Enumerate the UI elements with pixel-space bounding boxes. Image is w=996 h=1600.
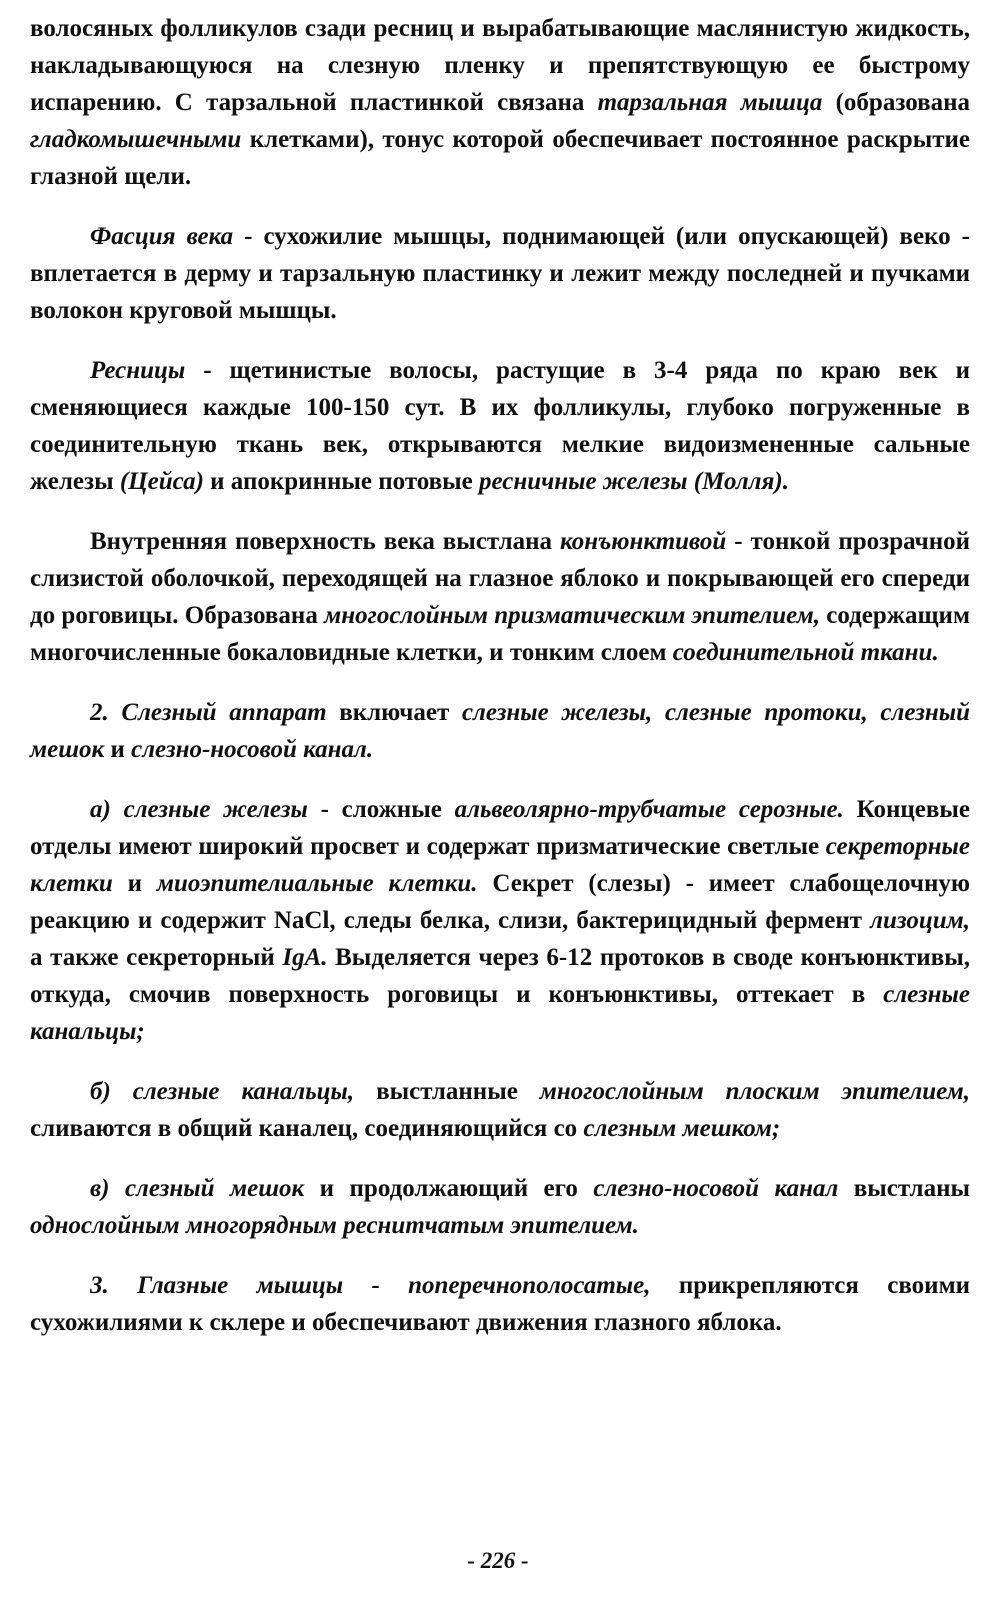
- paragraph: [30, 1170, 970, 1244]
- text-run: и: [104, 736, 132, 763]
- paragraph: [30, 1073, 970, 1147]
- text-run: - тонкой прозрачной слизистой оболочкой, переходящей на глазное яблоко и покрывающей его спереди до роговицы. Образована: [30, 528, 971, 629]
- italic-text-run: многослойным призматическим эпителием,: [324, 602, 821, 629]
- text-run: Внутренняя поверхность века выстлана: [90, 528, 560, 555]
- text-run: и: [112, 870, 157, 897]
- text-run: Концевые отделы имеют широкий просвет и содержат призматические светлые: [30, 796, 970, 860]
- italic-text-run: тарзальная мышца: [597, 89, 823, 116]
- paragraph: [30, 791, 970, 1050]
- italic-text-run: слезные железы, слезные протоки, слезный мешок: [30, 699, 970, 763]
- italic-text-run: слезно-носовой канал: [593, 1175, 839, 1202]
- italic-text-run: IgA.: [282, 944, 328, 971]
- paragraph: [30, 10, 970, 195]
- italic-text-run: слезно-носовой канал.: [131, 736, 374, 763]
- italic-text-run: а) слезные железы: [90, 796, 308, 823]
- italic-text-run: соединительной ткани.: [672, 639, 939, 666]
- page-number: - 226 -: [467, 1548, 529, 1573]
- italic-text-run: 3. Глазные мышцы - поперечнополосатые,: [90, 1272, 651, 1299]
- text-run: (образована: [822, 89, 971, 116]
- text-run: прикрепляются своими сухожилиями к склере и обеспечивают движения глазного яблока.: [30, 1272, 970, 1336]
- italic-text-run: миоэпителиальные клетки.: [156, 870, 478, 897]
- text-run: волосяных фолликулов сзади ресниц и вырабатывающие маслянистую жидкость, накладывающуюся на слезную пленку и препятствующую ее быстрому испарению. С тарзальной пластинкой связана: [30, 15, 970, 116]
- italic-text-run: многослойным плоским эпителием,: [539, 1078, 970, 1105]
- italic-text-run: Фасция века: [90, 223, 234, 250]
- italic-text-run: однослойным многорядным реснитчатым эпителием.: [30, 1212, 639, 1239]
- text-run: - сложные: [307, 796, 455, 823]
- italic-text-run: ресничные железы (Молля).: [479, 468, 789, 495]
- text-run: клетками), тонус которой обеспечивает постоянное раскрытие глазной щели.: [30, 126, 970, 190]
- text-run: включает: [326, 699, 462, 726]
- text-run: Выделяется через 6-12 протоков в своде конъюнктивы, откуда, смочив поверхность роговицы и конъюнктивы, оттекает в: [30, 944, 970, 1008]
- page-body-text: [30, 10, 970, 1364]
- text-run: сливаются в общий каналец, соединяющийся со: [30, 1115, 584, 1142]
- italic-text-run: лизоцим,: [870, 907, 970, 934]
- paragraph: [30, 352, 970, 500]
- italic-text-run: гладкомышечными: [30, 126, 242, 153]
- text-run: а также секреторный: [30, 944, 283, 971]
- italic-text-run: конъюнктивой: [559, 528, 727, 555]
- italic-text-run: (Цейса): [119, 468, 204, 495]
- paragraph: [30, 218, 970, 329]
- italic-text-run: слезным мешком;: [583, 1115, 781, 1142]
- italic-text-run: в) слезный мешок: [90, 1175, 305, 1202]
- text-run: Секрет (слезы) - имеет слабощелочную реакцию и содержит NaCl, следы белка, слизи, бактерицидный фермент: [30, 870, 971, 934]
- text-run: - сухожилие мышцы, поднимающей (или опускающей) веко - вплетается в дерму и тарзальную пластинку и лежит между последней и пучками волокон круговой мышцы.: [30, 223, 971, 324]
- italic-text-run: 2. Слезный аппарат: [90, 699, 327, 726]
- italic-text-run: б) слезные канальцы,: [90, 1078, 355, 1105]
- paragraph: [30, 694, 970, 768]
- text-run: содержащим многочисленные бокаловидные клетки, и тонким слоем: [30, 602, 970, 666]
- text-run: - щетинистые волосы, растущие в 3-4 ряда по краю век и сменяющиеся каждые 100-150 сут. В их фолликулы, глубоко погруженные в соединительную ткань век, открываются мелкие видоизмененные сальные железы: [30, 357, 970, 495]
- italic-text-run: альвеолярно-трубчатые серозные.: [454, 796, 844, 823]
- text-run: и продолжающий его: [304, 1175, 594, 1202]
- paragraph: [30, 1267, 970, 1341]
- text-run: выстланы: [838, 1175, 970, 1202]
- text-run: выстланные: [354, 1078, 540, 1105]
- text-run: и апокринные потовые: [203, 468, 480, 495]
- paragraph: [30, 523, 970, 671]
- italic-text-run: слезные канальцы;: [30, 981, 970, 1045]
- italic-text-run: Ресницы: [90, 357, 186, 384]
- italic-text-run: секреторные клетки: [30, 833, 970, 897]
